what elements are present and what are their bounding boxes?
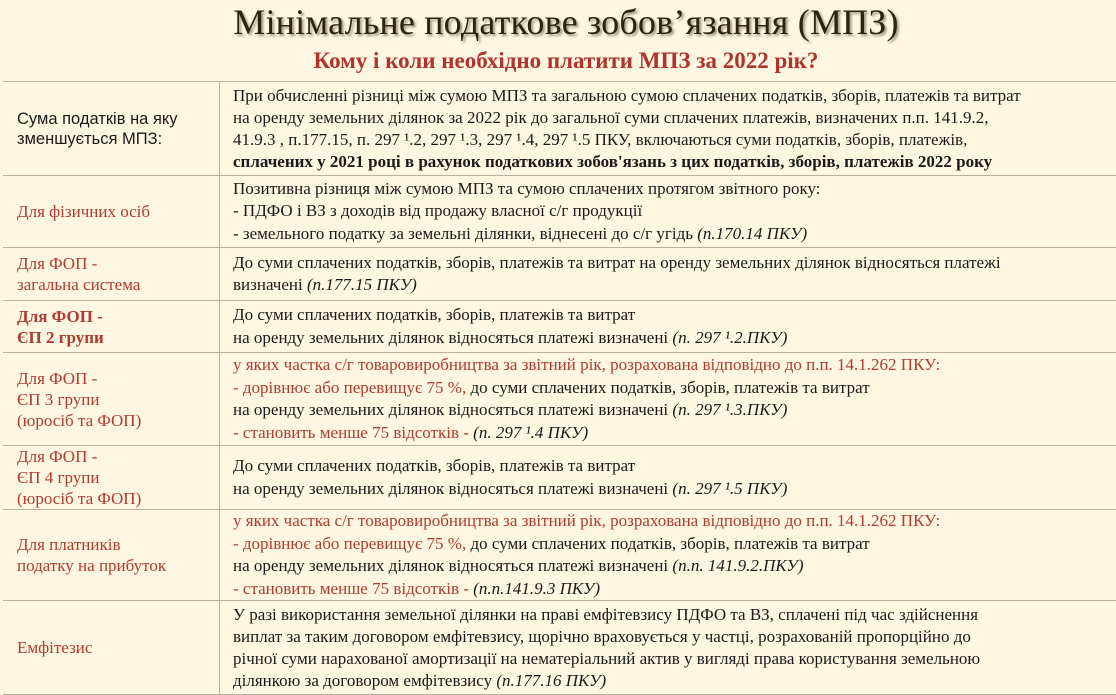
law-reference: (п. 297 ¹.5 ПКУ) (672, 479, 787, 498)
table-row (3, 601, 1116, 695)
table-row (3, 510, 1116, 601)
row-text: у яких частка с/г товаровиробництва за звітний рік, розрахована відповідно до п.п. 14.1.262 ПКУ: - дорівнює або перевищує 75 %, до суми сплачених податків, зборів, платежів та витрат на оренду земельних ділянок відносяться платежі визначені (п. 297 ¹.3.ПКУ) - становить менше 75 відсотків - (п. 297 ¹.4 ПКУ) (220, 353, 1116, 446)
row-text: Позитивна різниця між сумою МПЗ та сумою сплачених протягом звітного року: - ПДФО і ВЗ з доходів від продажу власної с/г продукції - земельного податку за земельні ділянки, віднесені до с/г угідь (п.170.14 ПКУ) (220, 176, 1116, 248)
row-label: Для платників податку на прибуток (3, 510, 220, 601)
row-label: Для ФОП - загальна система (3, 248, 220, 301)
page-subtitle: Кому і коли необхідно платити МПЗ за 2022 рік? (8, 46, 1116, 76)
law-reference: (п.177.16 ПКУ) (496, 671, 606, 690)
row-text: При обчисленні різниці між сумою МПЗ та загальною сумою сплачених податків, зборів, платежів та витрат на оренду земельних ділянок за 2022 рік до загальної суми сплачених платежів, визначених п.п. 141.9.2, 41.9.3 , п.177.15, п. 297 ¹.2, 297 ¹.3, 297 ¹.4, 297 ¹.5 ПКУ, включаються суми податків, зборів, платежів, сплачених у 2021 році в рахунок податкових зобов'язань з цих податків, зборів, платежів 2022 року (220, 82, 1116, 176)
page-title: Мінімальне податкове зобов’язання (МПЗ) (8, 0, 1116, 46)
row-label: Для фізичних осіб (3, 176, 220, 248)
law-reference: (п.177.15 ПКУ) (307, 275, 417, 294)
row-label: Для ФОП - ЄП 4 групи (юросіб та ФОП) (3, 446, 220, 510)
table-row (3, 353, 1116, 446)
row-text: До суми сплачених податків, зборів, платежів та витрат на оренду земельних ділянок відносяться платежі визначені (п. 297 ¹.5 ПКУ) (220, 446, 1116, 510)
law-reference: (п. 297 ¹.2.ПКУ) (672, 328, 787, 347)
table-row (3, 176, 1116, 248)
law-reference: (п.п. 141.9.2.ПКУ) (672, 556, 803, 575)
law-reference: (п.170.14 ПКУ) (697, 224, 807, 243)
row-label: Для ФОП - ЄП 2 групи (3, 301, 220, 353)
row-text: До суми сплачених податків, зборів, платежів та витрат на оренду земельних ділянок відносяться платежі визначені (п.177.15 ПКУ) (220, 248, 1116, 301)
row-label: Емфітезис (3, 601, 220, 695)
law-reference: (п.п.141.9.3 ПКУ) (473, 579, 600, 598)
law-reference: (п. 297 ¹.4 ПКУ) (473, 423, 588, 442)
row-text: У разі використання земельної ділянки на праві емфітевзису ПДФО та ВЗ, сплачені під час здійснення виплат за таким договором емфітевзису, щорічно враховується у частці, розрахованій пропорційно до річної суми нарахованої амортизації на нематеріальний актив у вигляді права користування земельною ділянкою за договором емфітевзису (п.177.16 ПКУ) (220, 601, 1116, 695)
mpz-table (3, 81, 1116, 695)
table-row (3, 82, 1116, 176)
row-label: Сума податків на яку зменшується МПЗ: (3, 82, 220, 176)
table-row (3, 248, 1116, 301)
table-row (3, 301, 1116, 353)
row-text: у яких частка с/г товаровиробництва за звітний рік, розрахована відповідно до п.п. 14.1.262 ПКУ: - дорівнює або перевищує 75 %, до суми сплачених податків, зборів, платежів та витрат на оренду земельних ділянок відносяться платежі визначені (п.п. 141.9.2.ПКУ) - становить менше 75 відсотків - (п.п.141.9.3 ПКУ) (220, 510, 1116, 601)
row-label: Для ФОП - ЄП 3 групи (юросіб та ФОП) (3, 353, 220, 446)
row-text: До суми сплачених податків, зборів, платежів та витрат на оренду земельних ділянок відносяться платежі визначені (п. 297 ¹.2.ПКУ) (220, 301, 1116, 353)
table-row (3, 446, 1116, 510)
law-reference: (п. 297 ¹.3.ПКУ) (672, 400, 787, 419)
